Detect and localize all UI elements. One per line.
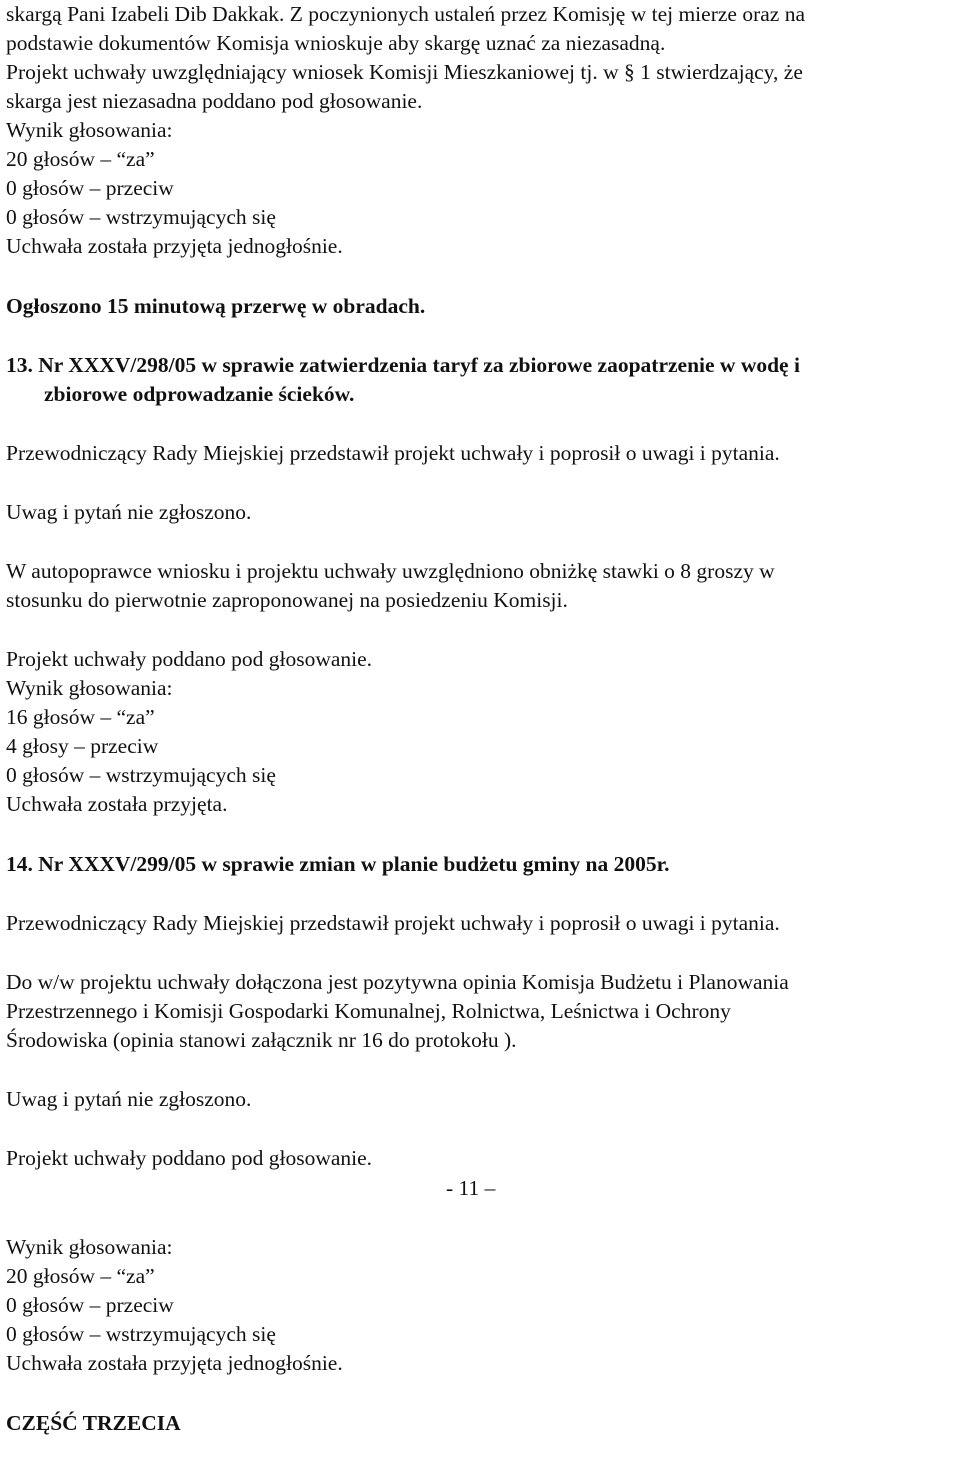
section-heading-13-cont: zbiorowe odprowadzanie ścieków. [44, 382, 355, 406]
vote-outcome: Uchwała została przyjęta jednogłośnie. [6, 1351, 343, 1375]
vote-result-label: Wynik głosowania: [6, 676, 173, 700]
vote-abstain: 0 głosów – wstrzymujących się [6, 205, 276, 229]
vote-against: 0 głosów – przeciw [6, 1293, 174, 1317]
vote-for: 16 głosów – “za” [6, 705, 155, 729]
paragraph-line: Projekt uchwały uwzględniający wniosek Komisji Mieszkaniowej tj. w § 1 stwierdzający, że [6, 60, 803, 84]
vote-against: 4 głosy – przeciw [6, 734, 159, 758]
paragraph-line: podstawie dokumentów Komisja wnioskuje aby skargę uznać za niezasadną. [6, 31, 666, 55]
paragraph-line: skarga jest niezasadna poddano pod głosowanie. [6, 89, 423, 113]
paragraph-line: Przewodniczący Rady Miejskiej przedstawił projekt uchwały i poprosił o uwagi i pytania. [6, 911, 780, 935]
paragraph-line: Projekt uchwały poddano pod głosowanie. [6, 647, 373, 671]
vote-for: 20 głosów – “za” [6, 147, 155, 171]
vote-for: 20 głosów – “za” [6, 1264, 155, 1288]
paragraph-line: Przestrzennego i Komisji Gospodarki Komunalnej, Rolnictwa, Leśnictwa i Ochrony [6, 999, 731, 1023]
page-number: - 11 – [446, 1176, 496, 1200]
paragraph-line: Środowiska (opinia stanowi załącznik nr 16 do protokołu ). [6, 1028, 517, 1052]
paragraph-line: Przewodniczący Rady Miejskiej przedstawił projekt uchwały i poprosił o uwagi i pytania. [6, 441, 780, 465]
vote-outcome: Uchwała została przyjęta. [6, 792, 228, 816]
vote-abstain: 0 głosów – wstrzymujących się [6, 763, 276, 787]
paragraph-line: Uwag i pytań nie zgłoszono. [6, 500, 252, 524]
section-heading-13: 13. Nr XXXV/298/05 w sprawie zatwierdzenia taryf za zbiorowe zaopatrzenie w wodę i [6, 353, 800, 377]
paragraph-line: skargą Pani Izabeli Dib Dakkak. Z poczynionych ustaleń przez Komisję w tej mierze oraz na [6, 2, 805, 26]
break-announcement: Ogłoszono 15 minutową przerwę w obradach. [6, 294, 426, 318]
paragraph-line: Projekt uchwały poddano pod głosowanie. [6, 1146, 373, 1170]
vote-against: 0 głosów – przeciw [6, 176, 174, 200]
paragraph-line: Uwag i pytań nie zgłoszono. [6, 1087, 252, 1111]
paragraph-line: stosunku do pierwotnie zaproponowanej na posiedzeniu Komisji. [6, 588, 568, 612]
vote-outcome: Uchwała została przyjęta jednogłośnie. [6, 234, 343, 258]
paragraph-line: W autopoprawce wniosku i projektu uchwały uwzględniono obniżkę stawki o 8 groszy w [6, 559, 775, 583]
part-heading: CZĘŚĆ TRZECIA [6, 1411, 181, 1435]
vote-result-label: Wynik głosowania: [6, 118, 173, 142]
section-heading-14: 14. Nr XXXV/299/05 w sprawie zmian w planie budżetu gminy na 2005r. [6, 852, 670, 876]
vote-abstain: 0 głosów – wstrzymujących się [6, 1322, 276, 1346]
vote-result-label: Wynik głosowania: [6, 1235, 173, 1259]
paragraph-line: Do w/w projektu uchwały dołączona jest pozytywna opinia Komisja Budżetu i Planowania [6, 970, 789, 994]
